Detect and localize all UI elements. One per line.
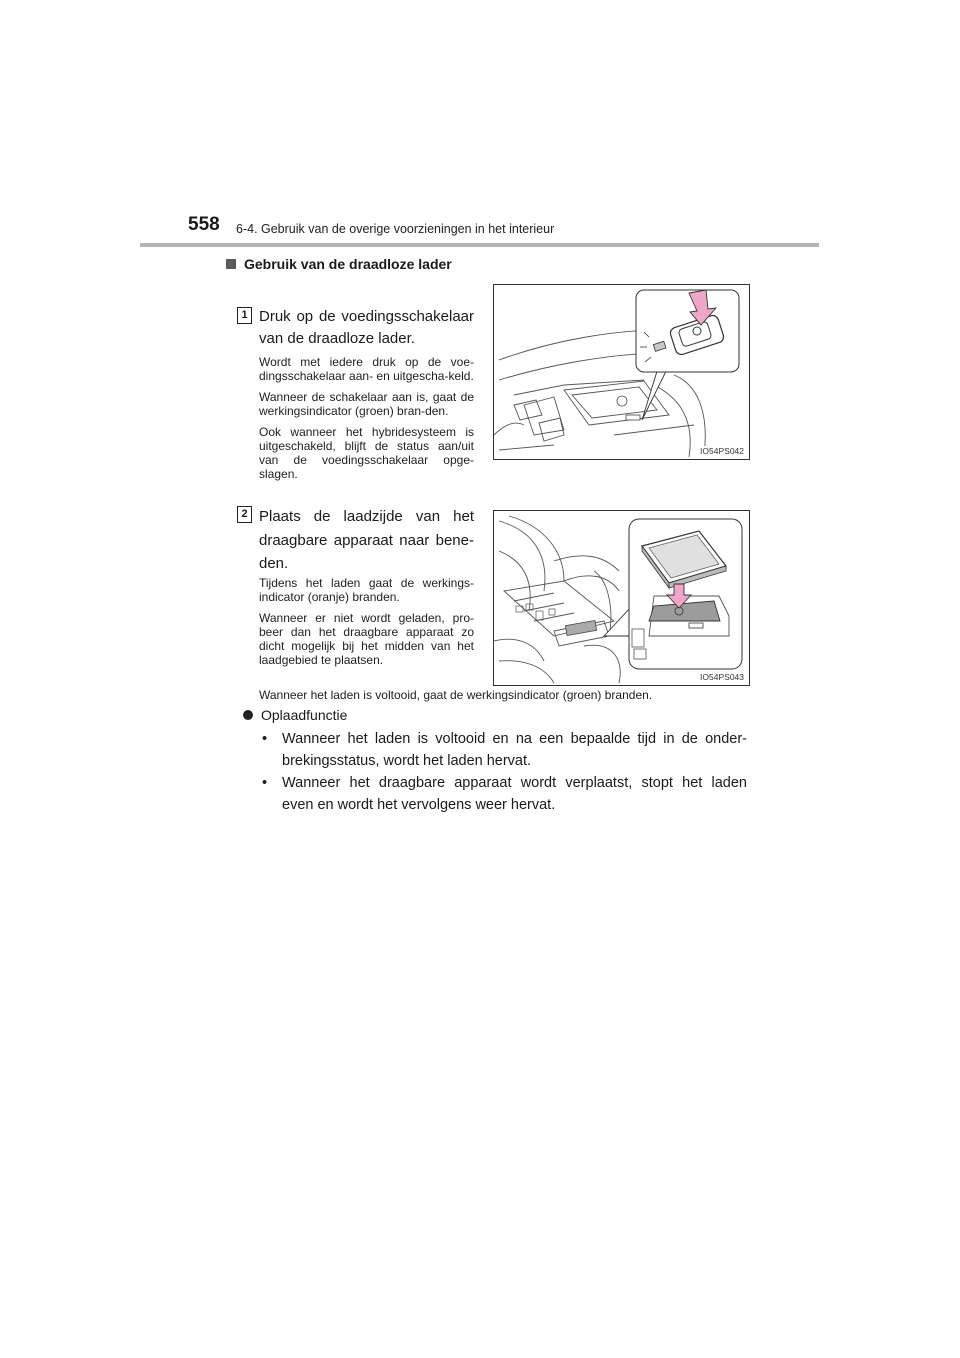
step-1-note-3: Ook wanneer het hybridesysteem is uitgeschakeld, blijft de status aan/uit van de voedingsschakelaar opge-slagen. [259,425,474,481]
step-number-1: 1 [237,307,252,324]
charging-function-title-text: Oplaadfunctie [261,707,348,723]
item-2-line-1: Wanneer het draagbare apparaat wordt verplaatst, stopt het laden [282,775,747,791]
charging-function-item-2 [262,772,752,816]
step-number-2: 2 [237,506,252,523]
step-2-notes [259,576,474,667]
completion-note: Wanneer het laden is voltooid, gaat de werkingsindicator (groen) branden. [259,688,653,702]
section-title-text: Gebruik van de draadloze lader [244,256,452,272]
item-2-line-2: even en wordt het vervolgens weer hervat. [282,797,556,813]
section-title [226,256,452,272]
step-1-notes [259,355,474,481]
wireless-charger-switch-illustration [494,285,749,459]
item-1-line-1: Wanneer het laden is voltooid en na een bepaalde tijd in de onder- [282,731,747,747]
page-number: 558 [188,214,220,235]
phone-charging-illustration [494,511,749,685]
charging-function-title [243,707,347,723]
header-divider [140,243,819,247]
figure-2-code: IO54PS043 [700,672,744,682]
sub-bullet: • [262,731,268,747]
sub-bullet: • [262,775,268,791]
item-2-text [282,772,747,816]
step-1-note-1: Wordt met iedere druk op de voe-dingsschakelaar aan- en uitgescha-keld. [259,355,474,383]
step-1-instruction: Druk op de voedingsschakelaar van de draadloze lader. [259,308,474,347]
item-1-line-2: brekingsstatus, wordt het laden hervat. [282,753,532,769]
figure-step-1 [493,284,750,460]
figure-1-code: IO54PS042 [700,446,744,456]
step-1-note-2: Wanneer de schakelaar aan is, gaat de werkingsindicator (groen) bran-den. [259,390,474,418]
charging-function-item-1 [262,728,752,772]
step-2-note-1: Tijdens het laden gaat de werkings-indicator (oranje) branden. [259,576,474,604]
step-2-note-2: Wanneer er niet wordt geladen, pro-beer dan het draagbare apparaat zo dicht mogelijk bij het midden van het laadgebied te plaatsen. [259,611,474,667]
figure-step-2 [493,510,750,686]
step-2-instruction: Plaats de laadzijde van het draagbare apparaat naar bene-den. [259,508,474,572]
item-1-text [282,728,747,772]
bullet-dot-icon [243,710,253,720]
section-heading: 6-4. Gebruik van de overige voorzieningen in het interieur [236,222,555,236]
square-bullet-icon [226,259,236,269]
